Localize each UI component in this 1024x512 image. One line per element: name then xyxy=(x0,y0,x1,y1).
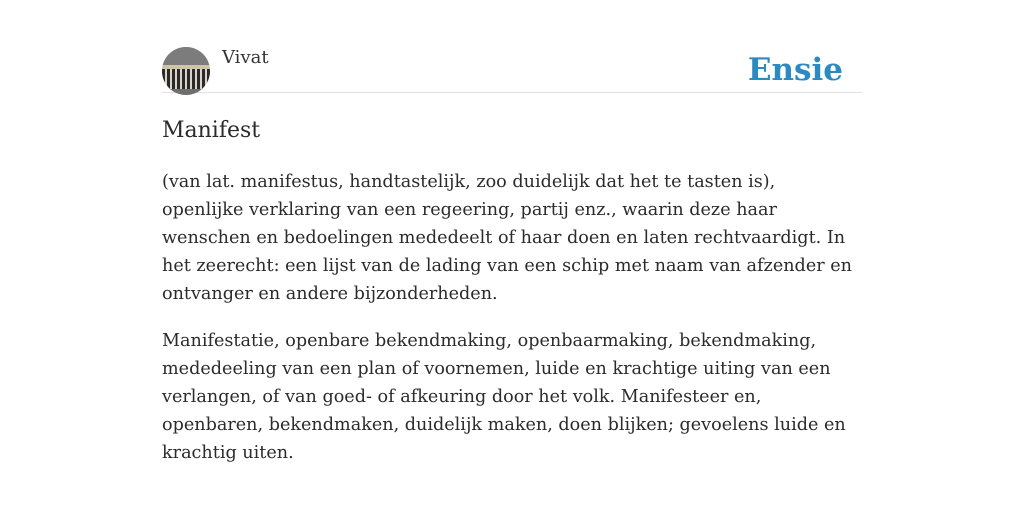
article-title: Manifest xyxy=(162,118,261,143)
article-paragraph: (van lat. manifestus, handtastelijk, zoo duidelijk dat het te tasten is), openlijke verklaring van een regeering, partij enz., waarin deze haar wenschen en bedoelingen mededeelt of haar doen en laten rechtvaardigt. In het zeerecht: een lijst van de lading van een schip met naam van afzender en ontvanger en andere bijzonderheden. xyxy=(162,172,852,304)
brand-logo-link[interactable]: Ensie xyxy=(747,52,843,88)
article-paragraph: Manifestatie, openbare bekendmaking, openbaarmaking, bekendmaking, mededeeling van een plan of voornemen, luide en krachtige uiting van een verlangen, of van goed- of afkeuring door het volk. Manifesteer en, openbaren, bekendmaken, duidelijk maken, doen blijken; gevoelens luide en krachtig uiten. xyxy=(162,331,846,463)
avatar-image-part xyxy=(162,69,210,89)
header xyxy=(162,46,862,93)
author-name[interactable]: Vivat xyxy=(222,47,269,68)
avatar-image-part xyxy=(162,89,210,95)
avatar-image-part xyxy=(162,47,210,65)
author-avatar[interactable] xyxy=(162,47,210,95)
article-body xyxy=(162,168,862,486)
page xyxy=(162,0,862,512)
